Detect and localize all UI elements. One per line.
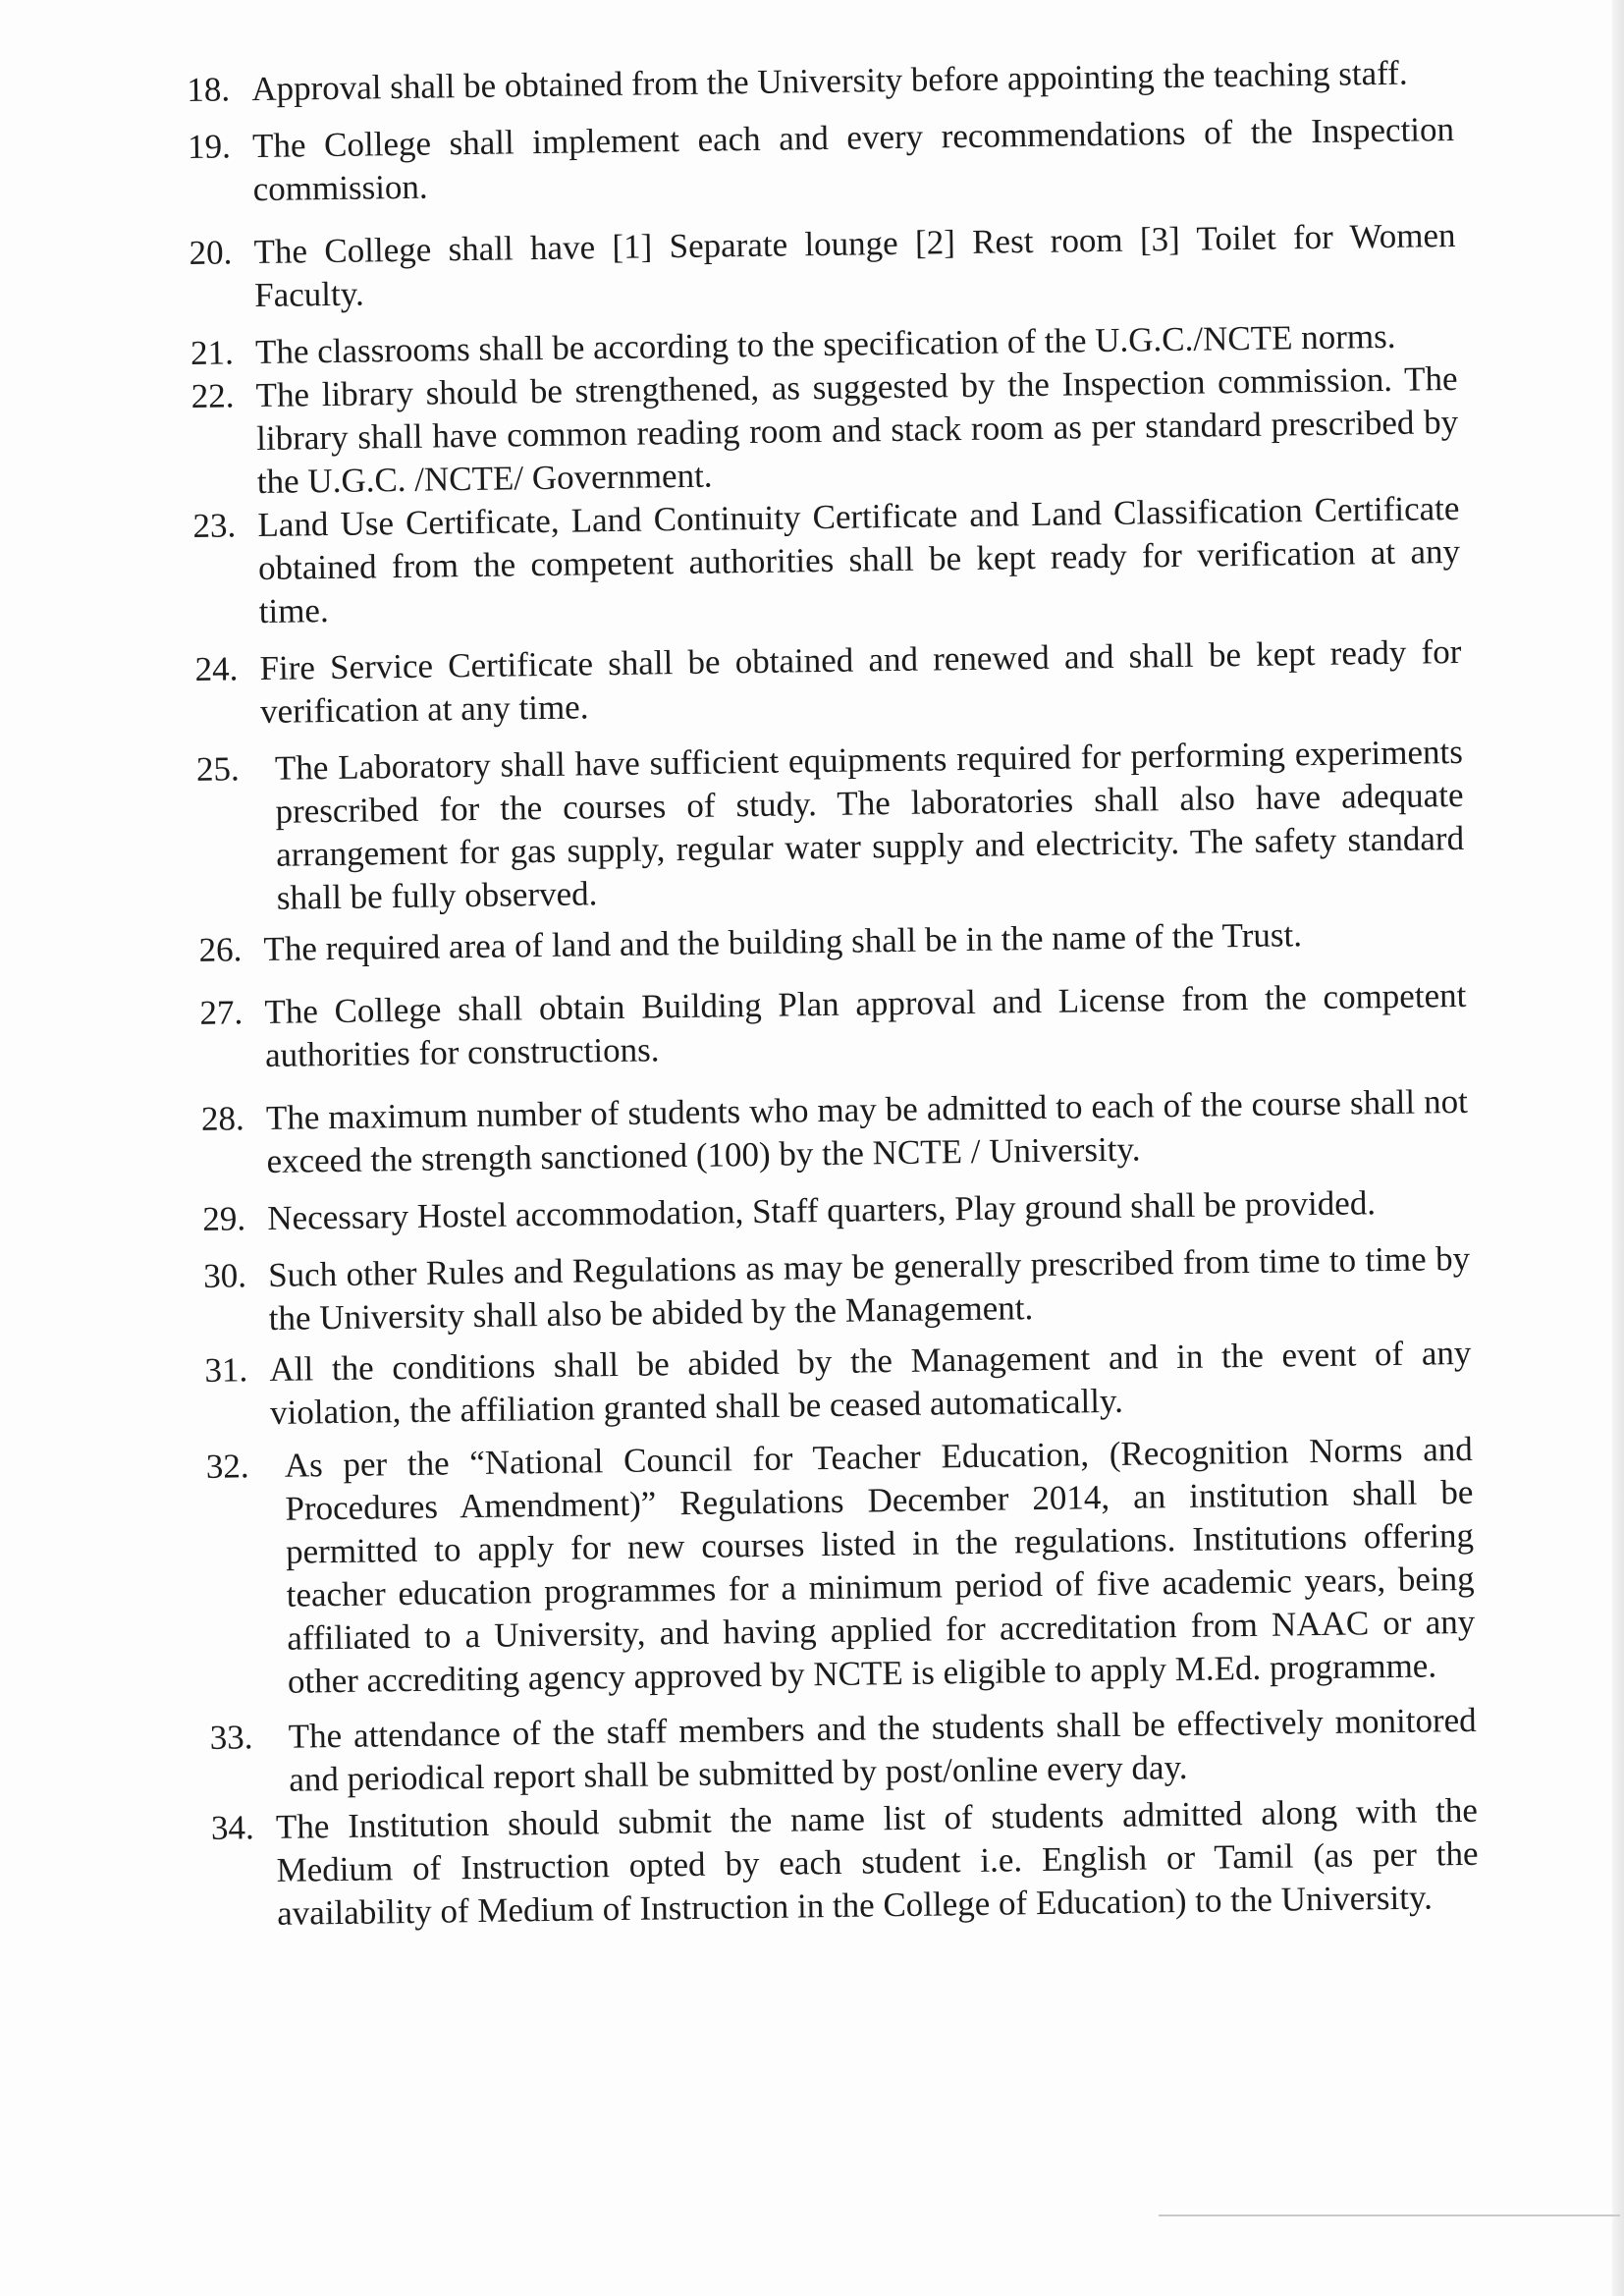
item-number: 34.: [210, 1808, 255, 1847]
item-text: The library should be strengthened, as suggested by the Inspection commission. The library shall have common reading room and stack room as per standard prescribed by the U.G.C. /NCTE/ Government.: [255, 358, 1459, 502]
item-text: All the conditions shall be abided by the Management and in the event of any violation, the affiliation granted shall be ceased automatically.: [269, 1333, 1472, 1432]
item-number: 26.: [198, 930, 243, 969]
list-item: [209, 1699, 1477, 1803]
list-item: [187, 51, 1453, 112]
item-text: The classrooms shall be according to the specification of the U.G.C./NCTE norms.: [254, 316, 1396, 372]
list-item: [199, 974, 1467, 1078]
list-item: [188, 108, 1455, 212]
item-text: The College shall implement each and every recommendations of the Inspection commission.: [251, 109, 1455, 209]
list-item: [192, 487, 1461, 634]
bottom-rule: [1159, 2214, 1620, 2216]
conditions-list: [187, 51, 1479, 1937]
item-text: The Institution should submit the name list of students admitted along with the Medium of Instruction opted by each student i.e. English or Tamil (as per the availability of Medium of Instruction in the College of Education) to the University.: [275, 1790, 1479, 1933]
list-item: [189, 214, 1456, 318]
item-text: Fire Service Certificate shall be obtained and renewed and shall be kept ready for verification at any time.: [259, 631, 1462, 732]
list-item: [196, 731, 1465, 921]
item-number: 21.: [189, 333, 235, 372]
item-number: 29.: [202, 1199, 246, 1238]
list-item: [204, 1332, 1472, 1436]
item-text: Such other Rules and Regulations as may be generally prescribed from time to time by the University shall also be abided by the Management.: [267, 1238, 1471, 1338]
list-item: [190, 357, 1459, 505]
item-number: 28.: [200, 1099, 244, 1138]
item-number: 32.: [205, 1447, 249, 1486]
list-item: [206, 1428, 1477, 1705]
item-number: 23.: [192, 506, 237, 545]
item-number: 30.: [202, 1256, 247, 1295]
list-item: [211, 1789, 1480, 1937]
item-number: 27.: [199, 993, 244, 1032]
item-number: 19.: [187, 127, 232, 166]
item-number: 25.: [195, 749, 240, 789]
list-item: [198, 911, 1465, 972]
item-number: 22.: [190, 376, 235, 415]
list-item: [194, 630, 1462, 735]
list-item: [201, 1080, 1469, 1184]
item-text: The College shall have [1] Separate lounge [2] Rest room [3] Toilet for Women Faculty.: [253, 215, 1456, 315]
item-number: 24.: [194, 649, 239, 688]
page-edge-shadow: [1612, 0, 1624, 2296]
item-text: The maximum number of students who may be admitted to each of the course shall not exceed the strength sanctioned (100) by the NCTE / University.: [265, 1081, 1469, 1180]
item-text: As per the “National Council for Teacher Education, (Recognition Norms and Procedures Amendment)” Regulations December 2014, an institution shall be permitted to apply for new courses listed in the regulations. Institutions offering teacher education programmes for a minimum period of five academic years, being affiliated to a University, and having applied for accreditation from NAAC or any other accrediting agency approved by NCTE is eligible to apply M.Ed. programme.: [284, 1429, 1476, 1701]
item-text: The College shall obtain Building Plan approval and License from the competent authorities for constructions.: [264, 975, 1467, 1074]
item-text: The required area of land and the building shall be in the name of the Trust.: [263, 915, 1303, 968]
item-text: Necessary Hostel accommodation, Staff quarters, Play ground shall be provided.: [267, 1183, 1377, 1237]
list-item: [203, 1237, 1471, 1341]
item-number: 31.: [204, 1350, 248, 1390]
item-text: The Laboratory shall have sufficient equipments required for performing experiments prescribed for the courses of study. The laboratories shall also have adequate arrangement for gas supply, regular water supply and electricity. The safety standard shall be fully observed.: [274, 732, 1465, 917]
item-number: 18.: [187, 70, 231, 109]
list-item: [202, 1180, 1469, 1241]
item-text: The attendance of the staff members and the students shall be effectively monitored and periodical report shall be submitted by post/online every day.: [288, 1700, 1477, 1799]
item-number: 33.: [209, 1718, 253, 1757]
item-number: 20.: [189, 233, 233, 272]
item-text: Approval shall be obtained from the University before appointing the teaching staff.: [251, 53, 1408, 109]
item-text: Land Use Certificate, Land Continuity Certificate and Land Classification Certificate obtained from the competent authorities shall be kept ready for verification at any time.: [257, 488, 1461, 631]
